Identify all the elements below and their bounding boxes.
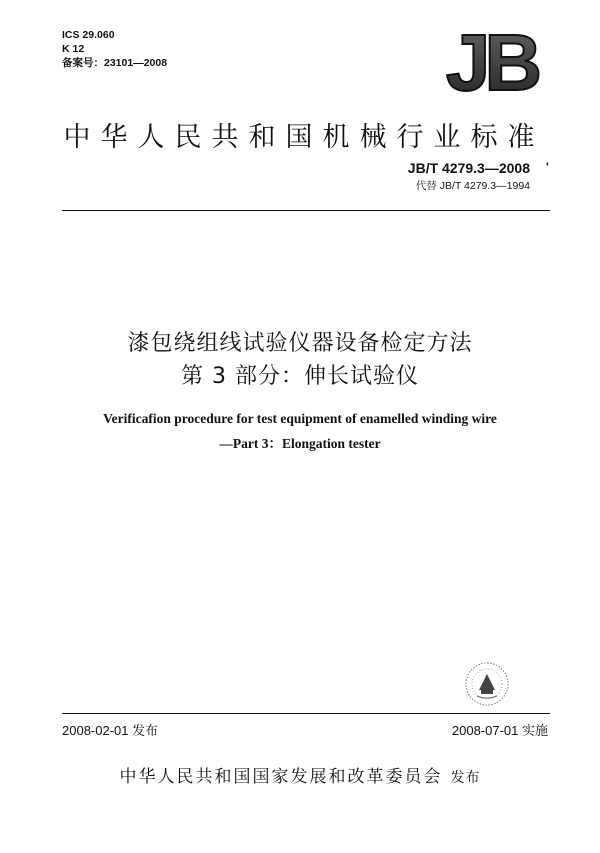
ics-code: ICS 29.060 — [62, 29, 115, 41]
title-en-line1: Verificafion procedure for test equipment of enamelled winding wire — [103, 411, 497, 426]
jb-logo-text: JB — [445, 24, 537, 96]
record-number: 备案号：23101—2008 — [62, 57, 168, 69]
title-cn-line1: 漆包绕组线试验仪器设备检定方法 — [127, 331, 473, 356]
title-en-line2: —Part 3：Elongation tester — [219, 436, 381, 451]
effective-date: 2008-07-01 实施 — [451, 723, 548, 738]
replaces-standard: 代替 JB/T 4279.3—1994 — [415, 180, 530, 192]
mark-tick: ' — [546, 160, 549, 174]
standard-type-heading: 中华人民共和国机械行业标准 — [63, 122, 545, 153]
bottom-rule — [62, 713, 550, 714]
standard-number: JB/T 4279.3—2008 — [407, 160, 530, 176]
issuer-name: 中华人民共和国国家发展和改革委员会 — [119, 767, 443, 787]
header-meta — [62, 28, 167, 70]
jb-logo — [436, 24, 546, 96]
issue-date: 2008-02-01 发布 — [62, 723, 159, 738]
publisher-seal-icon — [463, 660, 511, 708]
issuer — [0, 762, 600, 787]
category-code: K 12 — [62, 43, 85, 55]
title-cn-line2: 第 3 部分：伸长试验仪 — [181, 364, 419, 389]
issuer-suffix: 发布 — [450, 770, 481, 786]
standard-number-block — [408, 160, 530, 193]
top-rule — [62, 210, 550, 211]
